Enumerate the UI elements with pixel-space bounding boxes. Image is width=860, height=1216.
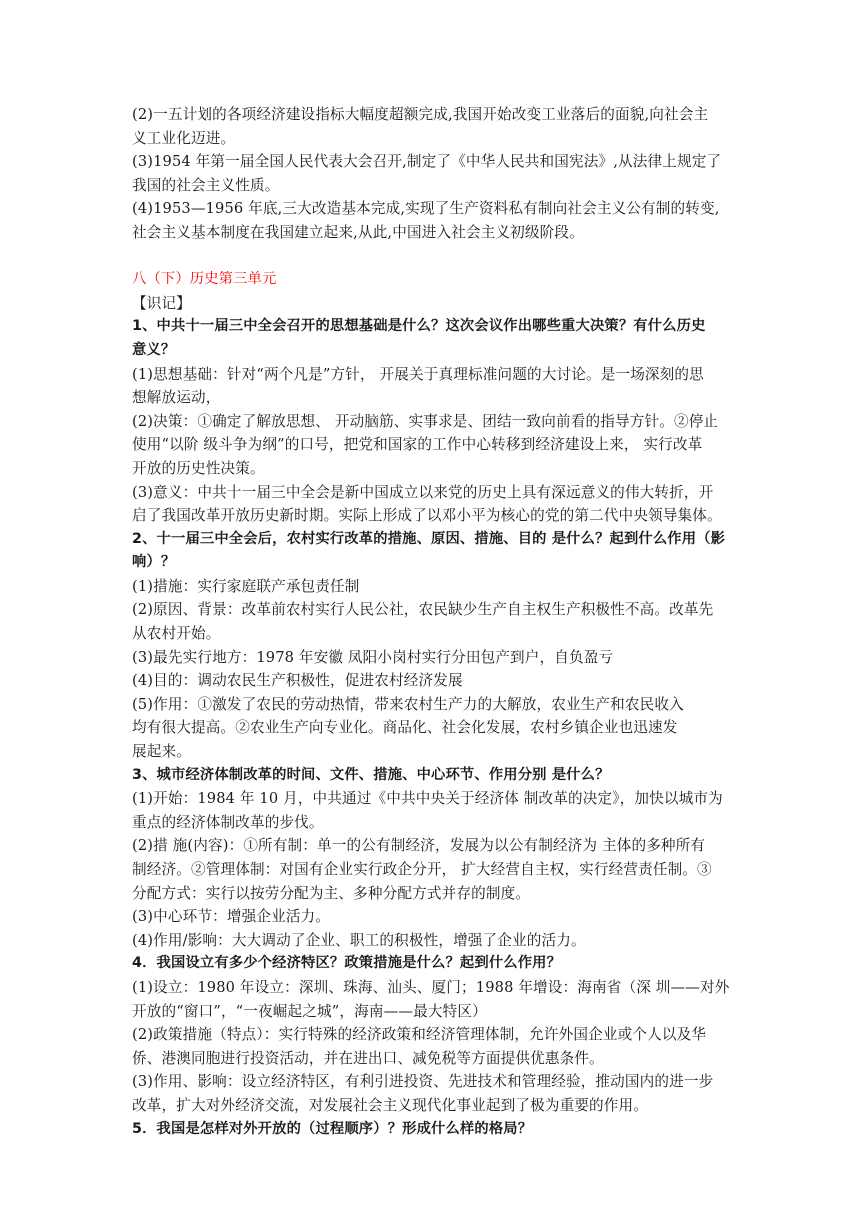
answer-line: 从农村开始。 bbox=[132, 625, 221, 643]
answer-line: (3)中心环节：增强企业活力。 bbox=[132, 908, 331, 926]
answer-line: (1)思想基础：针对“两个凡是”方针， 开展关于真理标准问题的大讨论。是一场深刻的思 bbox=[132, 365, 704, 383]
body-line: 我国的社会主义性质。 bbox=[132, 176, 280, 194]
body-line: (2)一五计划的各项经济建设指标大幅度超额完成,我国开始改变工业落后的面貌,向社会主 bbox=[132, 106, 709, 123]
question-2-cont: 响）？ bbox=[132, 554, 176, 571]
answer-line: 开放的“窗口”，“一夜崛起之城”，海南——最大特区） bbox=[132, 1002, 487, 1020]
answer-line: 制经济。②管理体制：对国有企业实行政企分开， 扩大经营自主权，实行经营责任制。③ bbox=[132, 861, 712, 878]
answer-line: (2)原因、背景：改革前农村实行人民公社，农民缺少生产自主权生产积极性不高。改革先 bbox=[132, 601, 714, 619]
answer-line: 使用“以阶 级斗争为纲”的口号，把党和国家的工作中心转移到经济建设上来， 实行改革 bbox=[132, 436, 703, 454]
answer-line: 分配方式：实行以按劳分配为主、多种分配方式并存的制度。 bbox=[132, 884, 531, 902]
document-body bbox=[132, 103, 732, 1141]
answer-line: 启了我国改革开放历史新时期。实际上形成了以邓小平为核心的党的第二代中央领导集体。 bbox=[132, 507, 722, 525]
body-line: (3)1954 年第一届全国人民代表大会召开,制定了《中华人民共和国宪法》,从法律上规定了 bbox=[132, 153, 722, 171]
answer-line: (2)措 施(内容)：①所有制：单一的公有制经济，发展为以公有制经济为 主体的多种所有 bbox=[132, 837, 706, 855]
answer-line: 重点的经济体制改革的步伐。 bbox=[132, 813, 324, 831]
body-line: 社会主义基本制度在我国建立起来,从此,中国进入社会主义初级阶段。 bbox=[132, 223, 584, 241]
question-4: 4．我国设立有多少个经济特区？政策措施是什么？起到什么作用？ bbox=[132, 955, 562, 972]
answer-line: (1)措施：实行家庭联产承包责任制 bbox=[132, 577, 360, 595]
answer-line: (5)作用：①激发了农民的劳动热情，带来农村生产力的大解放，农业生产和农民收入 bbox=[132, 695, 684, 713]
answer-line: (4)作用/影响：大大调动了企业、职工的积极性，增强了企业的活力。 bbox=[132, 931, 586, 949]
answer-line: 改革，扩大对外经济交流，对发展社会主义现代化事业起到了极为重要的作用。 bbox=[132, 1096, 649, 1114]
question-2: 2、十一届三中全会后，农村实行改革的措施、原因、措施、目的 是什么？起到什么作用（影 bbox=[132, 530, 726, 547]
question-3: 3、城市经济体制改革的时间、文件、措施、中心环节、作用分别 是什么？ bbox=[132, 766, 610, 783]
section-heading: 八（下）历史第三单元 bbox=[132, 271, 277, 288]
answer-line: (2)决策：①确定了解放思想、 开动脑筋、实事求是、团结一致向前看的指导方针。②停止 bbox=[132, 412, 719, 430]
body-line: 义工业化迈进。 bbox=[132, 129, 236, 147]
question-5: 5．我国是怎样对外开放的（过程顺序）？形成什么样的格局？ bbox=[132, 1120, 533, 1137]
answer-line: 均有很大提高。②农业生产向专业化。商品化、社会化发展，农村乡镇企业也迅速发 bbox=[132, 719, 678, 737]
blank-line bbox=[132, 245, 732, 269]
question-1-cont: 意义？ bbox=[132, 341, 176, 358]
answer-line: (3)最先实行地方：1978 年安徽 凤阳小岗村实行分田包产到户，自负盈亏 bbox=[132, 648, 614, 666]
question-1: 1、中共十一届三中全会召开的思想基础是什么？这次会议作出哪些重大决策？有什么历史 bbox=[132, 318, 706, 335]
answer-line: (3)意义：中共十一届三中全会是新中国成立以来党的历史上具有深远意义的伟大转折，开 bbox=[132, 483, 714, 501]
answer-line: 想解放运动， bbox=[132, 389, 221, 407]
answer-line: (1)开始：1984 年 10 月，中共通过《中共中央关于经济体 制改革的决定》，加快以城市为 bbox=[132, 790, 723, 808]
answer-line: (3)作用、影响：设立经济特区，有利引进投资、先进技术和管理经验，推动国内的进一步 bbox=[132, 1073, 714, 1091]
answer-line: (4)目的：调动农民生产积极性，促进农村经济发展 bbox=[132, 672, 463, 690]
answer-line: (1)设立：1980 年设立：深圳、珠海、汕头、厦门；1988 年增设：海南省（深 圳——对外 bbox=[132, 978, 730, 996]
body-line: (4)1953—1956 年底,三大改造基本完成,实现了生产资料私有制向社会主义公有制的转变, bbox=[132, 200, 720, 218]
answer-line: (2)政策措施（特点）：实行特殊的经济政策和经济管理体制，允许外国企业或个人以及华 bbox=[132, 1026, 707, 1044]
section-tag: 【识记】 bbox=[132, 294, 191, 312]
answer-line: 开放的历史性决策。 bbox=[132, 459, 265, 477]
answer-line: 展起来。 bbox=[132, 743, 191, 761]
answer-line: 侨、港澳同胞进行投资活动，并在进出口、减免税等方面提供优惠条件。 bbox=[132, 1049, 604, 1067]
